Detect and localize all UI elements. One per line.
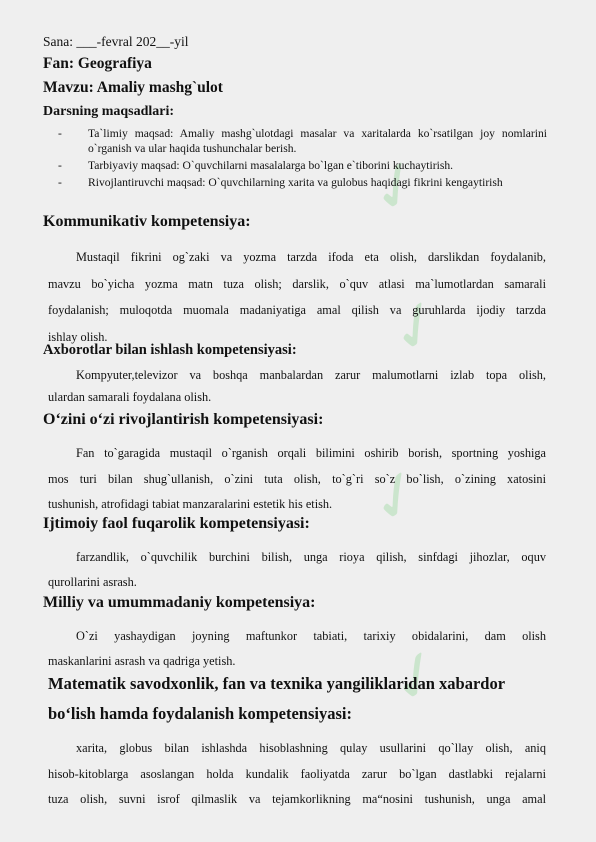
paragraph-line: ishlay olish. [48,329,108,344]
section-title: Axborotlar bilan ishlash kompetensiyasi: [43,342,297,358]
paragraph-line: xarita, globus bilan ishlashda hisoblashning qulay usullarini qo`llay olish, aniq [76,741,546,755]
watermark: ✓ ✓ ✓ ✓ [355,141,459,723]
section-title-line: bo‘lish hamda foydalanish kompetensiyasi: [48,704,352,723]
section-title: Kommunikativ kompetensiya: [43,213,251,230]
goal-text: Tarbiyaviy maqsad: O`quvchilarni masalalarga bo`lgan e`tiborini kuchaytirish. [88,159,454,172]
paragraph-line: tushunish, atrofidagi tabiat manzaralarini estetik his etish. [48,497,333,511]
goal-text: Ta`limiy maqsad: Amaliy mashg`ulotdagi masalar va xaritalarda ko`rsatilgan joy nomlarini o`rganish va ular haqida tushunchalar berish. [88,127,547,155]
goals-title: Darsning maqsadlari: [43,104,175,119]
goal-text: Rivojlantiruvchi maqsad: O`quvchilarning xarita va gulobus haqidagi fikrini kengaytirish [88,176,503,189]
section-paragraph [48,244,546,350]
section-paragraph [48,364,546,408]
paragraph-line: mavzu bo`yicha yozma matn tuza olish; darslik, o`quv atlasi ma`lumotlardan samarali [48,276,546,291]
section-title: Milliy va umummadaniy kompetensiya: [43,594,316,611]
paragraph-line: ulardan samarali foydalana olish. [48,390,212,404]
topic-heading: Mavzu: Amaliy mashg`ulot [43,79,223,96]
paragraph-line: farzandlik, o`quvchilik burchini bilish, unga rioya qilish, sinfdagi jihozlar, oquv [76,550,546,564]
section-paragraph [48,624,546,674]
paragraph-line: maskanlarini asrash va qadriga yetish. [48,654,236,668]
paragraph-line: qurollarini asrash. [48,575,137,589]
paragraph-line: Kompyuter,televizor va boshqa manbalardan zarur malumotlarni izlab topa olish, [76,368,546,382]
paragraph-line: hisob-kitoblarga asoslangan holda kundalik faoliyatda zarur bo`lgan dastlabki rejalarni [48,766,546,781]
paragraph-line: Mustaqil fikrini og`zaki va yozma tarzda ifoda eta olish, darslikdan foydalanib, [76,250,546,264]
list-item: - Tarbiyaviy maqsad: O`quvchilarni masalalarga bo`lgan e`tiborini kuchaytirish. [58,159,454,172]
section-paragraph [48,736,546,813]
paragraph-line: foydalanish; muloqotda muomala madaniyatiga amal qilish va guruhlarda ijodiy tarzda [48,303,546,317]
paragraph-line: O`zi yashaydigan joyning maftunkor tabiati, tarixiy obidalarini, dam olish [76,629,546,643]
list-item: - Ta`limiy maqsad: Amaliy mashg`ulotdagi masalar va xaritalarda ko`rsatilgan joy nomlarini o`rganish va ular haqida tushunchalar berish. [58,127,547,155]
section-title-line: Matematik savodxonlik, fan va texnika yangiliklaridan xabardor [48,674,506,693]
section-title: O‘zini o‘zi rivojlantirish kompetensiyasi: [43,411,324,428]
paragraph-line: mos turi bilan shug`ullanish, o`zini tuta olish, to`g`ri so`z bo`lish, o`zining xatosini [48,471,546,486]
section-paragraph [48,545,546,595]
section-title: Ijtimoiy faol fuqarolik kompetensiyasi: [43,515,310,532]
subject-heading: Fan: Geografiya [43,55,152,72]
date-line: Sana: ___-fevral 202__-yil [43,34,189,49]
paragraph-line: tuza olish, suvni isrof qilmaslik va tejamkorlikning ma“nosini tushunish, unga amal [48,792,546,806]
list-item: - Rivojlantiruvchi maqsad: O`quvchilarning xarita va gulobus haqidagi fikrini kengaytirish [58,176,503,189]
paragraph-line: Fan to`garagida mustaqil o`rganish orqali bilimini oshirib borish, sportning yoshiga [76,446,546,460]
goals-list [58,126,547,192]
section-paragraph [48,441,546,518]
